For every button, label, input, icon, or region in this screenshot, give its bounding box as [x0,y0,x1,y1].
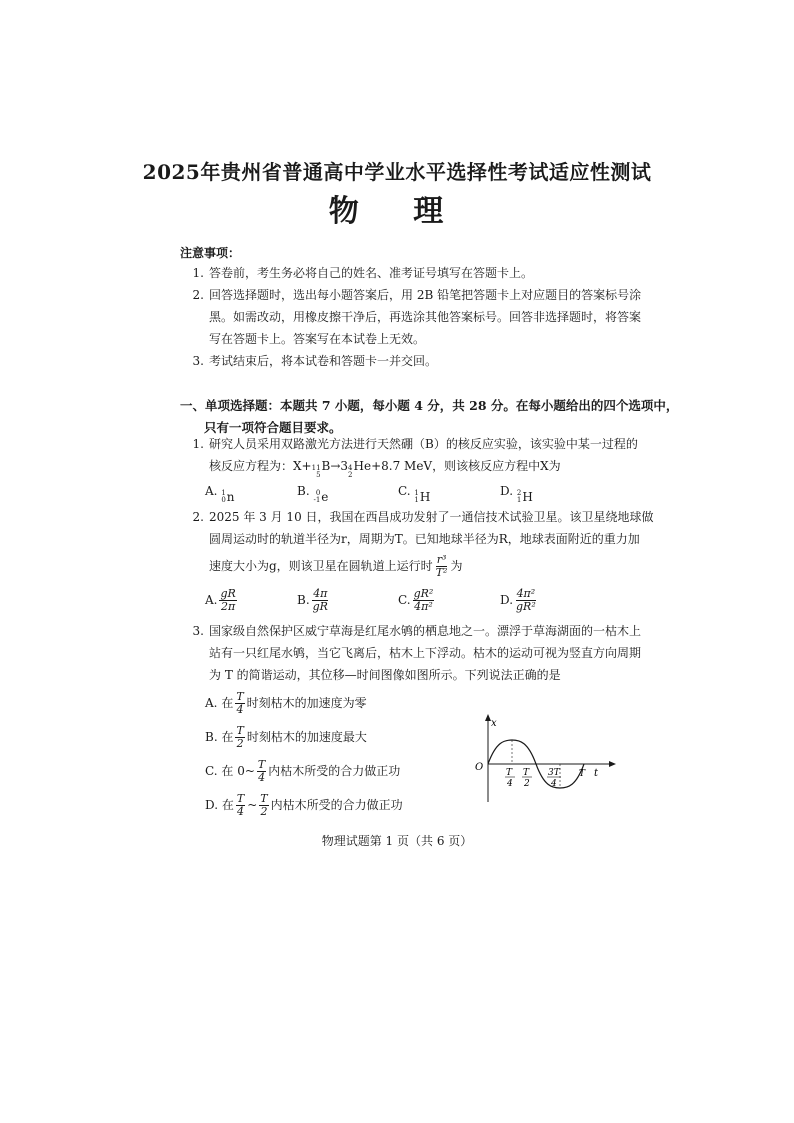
q3-option-d[interactable]: D. 在 $\frac{T}{4}$ ~ $\frac{T}{2}$ 内枯木所受的合力做正功 [205,792,403,818]
question-3: 3. 国家级自然保护区威宁草海是红尾水鸲的栖息地之一。漂浮于草海湖面的一枯木上 站有一只红尾水鸲，当它飞离后，枯木上下浮动。枯木的运动可视为竖直方向周期 为 T 的简谐运动，其位移—时间图像如图所示。下列说法正确的是 [192,624,642,682]
tick-t: T [579,769,586,779]
tick-t2-d: 2 [524,779,530,789]
question-2: 2. 2025 年 3 月 10 日，我国在西昌成功发射了一通信技术试验卫星。该卫星绕地球做 圆周运动时的轨道半径为r，周期为T。已知地球半径为R，地球表面附近的重力加 速度大小为g，则该卫星在圆轨道上运行时 $\frac{\text{r³}}{\text{T²}}$ 为 [192,510,654,579]
notice-item-1: 1. 答卷前，考生务必将自己的姓名、准考证号填写在答题卡上。 [192,266,534,280]
q1-option-a[interactable]: A. 1 0 n [205,484,235,504]
q2-option-d[interactable]: D. $\frac{\text{4π²}}{\text{gR²}}$ [500,587,536,613]
q2-option-a[interactable]: A. $\frac{gR}{2\pi}$ [205,587,236,613]
t-axis-arrow [609,761,616,767]
displacement-time-graph [470,712,620,804]
q2-option-b[interactable]: B. $\frac{4\pi}{gR}$ [297,587,328,613]
section-heading: 一、单项选择题：本题共 7 小题，每小题 4 分，共 28 分。在每小题给出的四个选项中， 只有一项符合题目要求。 [180,398,679,435]
notice-heading: 注意事项： [180,246,241,260]
tick-3t4-n: 3T [548,768,560,778]
tick-t4-n: T [506,768,513,778]
origin-label: O [475,762,484,773]
r3-over-t2: $\frac{\text{r³}}{\text{T²}}$ [435,553,448,579]
y-axis-label: x [491,718,497,729]
exam-title: 2025年贵州省普通高中学业水平选择性考试适应性测试 [142,160,652,184]
q1-option-b[interactable]: B. 0 -1 e [297,484,329,504]
tick-t2-n: T [523,768,530,778]
q1-option-d[interactable]: D. 2 1 H [500,484,533,504]
page-footer: 物理试题第 1 页（共 6 页） [321,834,473,848]
t-axis-label: t [594,768,599,779]
q1-equation: 核反应方程为：X+ 11 5 B→3 4 2 He+8.7 MeV，则该核反应方程中X为 [209,459,561,479]
notice-item-3: 3. 考试结束后，将本试卷和答题卡一并交回。 [192,354,438,368]
tick-t4-d: 4 [507,779,513,789]
q3-option-b[interactable]: B. 在 $\frac{T}{2}$ 时刻枯木的加速度最大 [205,724,367,750]
q2-option-c[interactable]: C. $\frac{\text{gR²}}{\text{4π²}}$ [398,587,434,613]
notice-item-2: 2. 回答选择题时，选出每小题答案后，用 2B 铅笔把答题卡上对应题目的答案标号涂 黑。如需改动，用橡皮擦干净后，再选涂其他答案标号。回答非选择题时，将答案 写在答题卡上。答案写在本试卷上无效。 [192,288,642,346]
question-1: 1. 研究人员采用双路激光方法进行天然硼（B）的核反应实验，该实验中某一过程的 核反应方程为：X+ 11 5 B→3 4 2 He+8.7 MeV，则该核反应方程中X为 [180,433,638,479]
tick-3t4-d: 4 [551,779,557,789]
q1-option-c[interactable]: C. 1 1 H [398,484,431,504]
subject-title: 物 理 [328,194,466,229]
q3-option-c[interactable]: C. 在 0~ $\frac{T}{4}$ 内枯木所受的合力做正功 [205,758,401,784]
q3-option-a[interactable]: A. 在 $\frac{T}{4}$ 时刻枯木的加速度为零 [205,690,367,716]
